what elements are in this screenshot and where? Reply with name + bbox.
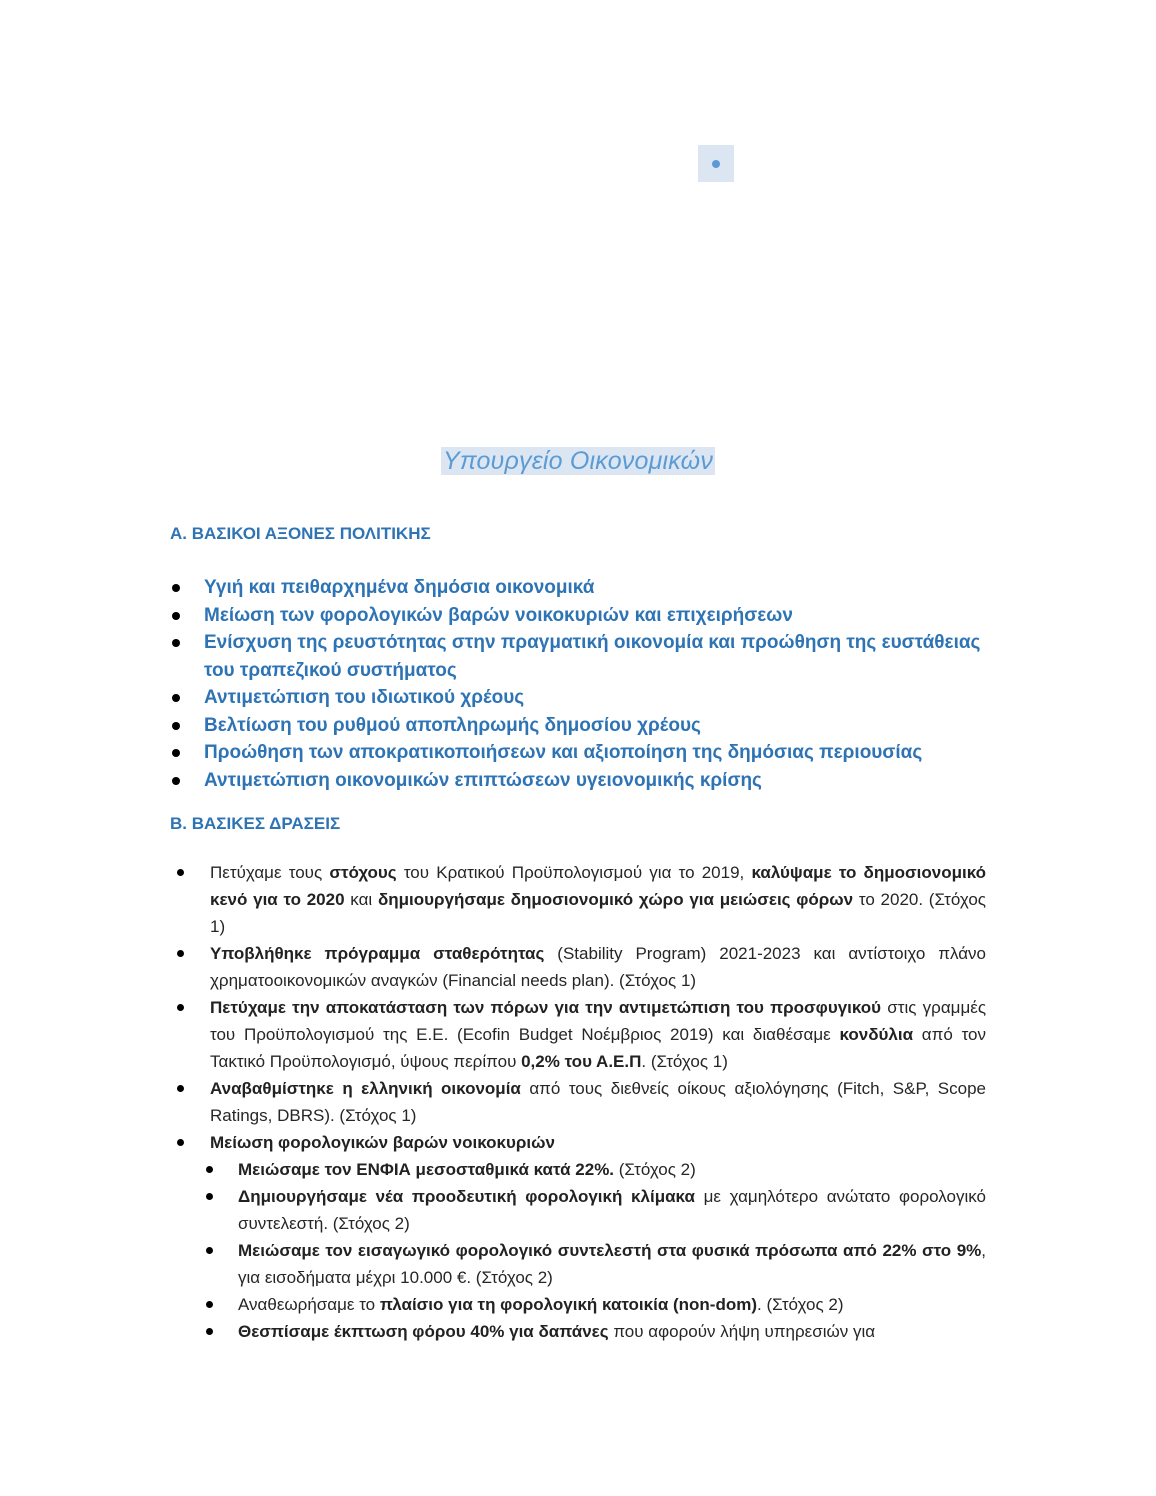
text: Αναθεωρήσαμε το: [238, 1295, 380, 1314]
policy-axes-list: [170, 574, 990, 794]
section-a-heading: Α. ΒΑΣΙΚΟΙ ΑΞΟΝΕΣ ΠΟΛΙΤΙΚΗΣ: [170, 524, 431, 543]
bullet-icon: [172, 749, 180, 757]
text: από τον Τακτικό Προϋπολογισμό, ύψους περίπου: [210, 1025, 986, 1071]
bullet-icon: [172, 777, 180, 785]
bold-text: κονδύλια: [839, 1025, 914, 1044]
list-item-text: Προώθηση των αποκρατικοποιήσεων και αξιοποίηση της δημόσιας περιουσίας: [204, 742, 923, 763]
bullet-icon: [172, 722, 180, 730]
text: . (Στόχος 2): [757, 1295, 844, 1314]
bold-text: Μειώσαμε τον εισαγωγικό φορολογικό συντελεστή στα φυσικά πρόσωπα από 22% στο 9%: [238, 1241, 982, 1260]
list-item: [172, 994, 986, 1075]
bold-text: Μείωση φορολογικών βαρών νοικοκυριών: [210, 1133, 555, 1152]
bullet-icon: [206, 1166, 213, 1173]
bold-text: Υποβλήθηκε πρόγραμμα σταθερότητας: [210, 944, 545, 963]
bold-text: καλύψαμε το δημοσιονομικό κενό για το 2020: [210, 863, 987, 909]
list-item: [170, 684, 990, 712]
sub-list-item: [172, 1318, 986, 1345]
bullet-icon: [206, 1328, 213, 1335]
sub-list-item: [172, 1156, 986, 1183]
list-item: [170, 602, 990, 630]
list-item: [170, 712, 990, 740]
list-item: [172, 1129, 986, 1156]
text: του Κρατικού Προϋπολογισμού για το 2019,: [396, 863, 752, 882]
list-item: [172, 940, 986, 994]
bold-text: δημιουργήσαμε δημοσιονομικό χώρο για μειώσεις φόρων: [377, 890, 854, 909]
bullet-icon: [206, 1247, 213, 1254]
list-item-text: Αντιμετώπιση του ιδιωτικού χρέους: [204, 687, 525, 708]
bold-text: Δημιουργήσαμε νέα προοδευτική φορολογική κλίμακα: [238, 1187, 695, 1206]
text: το 2020. (Στόχος 1): [210, 890, 986, 936]
list-item: [172, 1075, 986, 1129]
list-item: [170, 739, 990, 767]
bullet-icon: [172, 612, 180, 620]
text: που αφορούν λήψη υπηρεσιών για: [608, 1322, 876, 1341]
text: από τους διεθνείς οίκους αξιολόγησης (Fitch, S&P, Scope Ratings, DBRS). (Στόχος 1): [210, 1079, 986, 1125]
text: Πετύχαμε τους: [210, 863, 330, 882]
bullet-icon: [177, 1085, 184, 1092]
sub-list-item: [172, 1183, 986, 1237]
bold-text: 0,2% του Α.Ε.Π: [521, 1052, 642, 1071]
text: και: [344, 890, 378, 909]
page-title: [0, 447, 1156, 476]
list-item-text: Μείωση των φορολογικών βαρών νοικοκυριών και επιχειρήσεων: [204, 604, 793, 626]
text: στις γραμμές του Προϋπολογισμού της Ε.Ε. (Ecofin Budget Νοέμβριος 2019) και διαθέσαμε: [210, 998, 987, 1044]
bullet-icon: [177, 1004, 184, 1011]
bullet-icon: [177, 1139, 184, 1146]
actions-list: [172, 859, 986, 1345]
list-item-text: Υγιή και πειθαρχημένα δημόσια οικονομικά: [204, 577, 595, 598]
bullet-icon: [206, 1301, 213, 1308]
bullet-icon: [172, 639, 180, 647]
highlighted-bullet: [698, 145, 734, 182]
text: , για εισοδήματα μέχρι 10.000 €. (Στόχος 2): [238, 1241, 986, 1287]
bold-text: Μειώσαμε τον ΕΝΦΙΑ μεσοσταθμικά κατά 22%.: [238, 1160, 615, 1179]
sub-list-item: [172, 1291, 986, 1318]
list-item-text: Ενίσχυση της ρευστότητας στην πραγματική οικονομία και προώθηση της ευστάθειας του τραπεζικού συστήματος: [204, 632, 981, 681]
sub-list-item: [172, 1237, 986, 1291]
list-item-text: Αντιμετώπιση οικονομικών επιπτώσεων υγειονομικής κρίσης: [204, 769, 762, 791]
bullet-icon: [177, 869, 184, 876]
bullet-icon: [177, 950, 184, 957]
text: με χαμηλότερο ανώτατο φορολογικό συντελεστή. (Στόχος 2): [238, 1187, 986, 1233]
bold-text: στόχους: [329, 863, 397, 882]
list-item-text: Βελτίωση του ρυθμού αποπληρωμής δημοσίου χρέους: [204, 714, 701, 736]
bullet-icon: [172, 584, 180, 592]
bullet-icon: [712, 160, 720, 168]
bold-text: Αναβαθμίστηκε η ελληνική οικονομία: [210, 1079, 521, 1098]
bullet-icon: [172, 694, 180, 702]
text: (Στόχος 2): [614, 1160, 696, 1179]
list-item: [172, 859, 986, 940]
section-b-heading: Β. ΒΑΣΙΚΕΣ ΔΡΑΣΕΙΣ: [170, 814, 341, 833]
bullet-icon: [206, 1193, 213, 1200]
list-item: [170, 629, 990, 684]
bold-text: πλαίσιο για τη φορολογική κατοικία (non-dom): [379, 1295, 758, 1314]
list-item: [170, 767, 990, 795]
bold-text: Πετύχαμε την αποκατάσταση των πόρων για την αντιμετώπιση του προσφυγικού: [210, 998, 882, 1017]
text: . (Στόχος 1): [641, 1052, 728, 1071]
text: (Stability Program) 2021-2023 και αντίστοιχο πλάνο χρηματοοικονομικών αναγκών (Financial needs plan). (Στόχος 1): [210, 944, 986, 990]
ministry-title-text: Υπουργείο Οικονομικών: [442, 447, 714, 475]
list-item: [170, 574, 990, 602]
bold-text: Θεσπίσαμε έκπτωση φόρου 40% για δαπάνες: [238, 1322, 609, 1341]
